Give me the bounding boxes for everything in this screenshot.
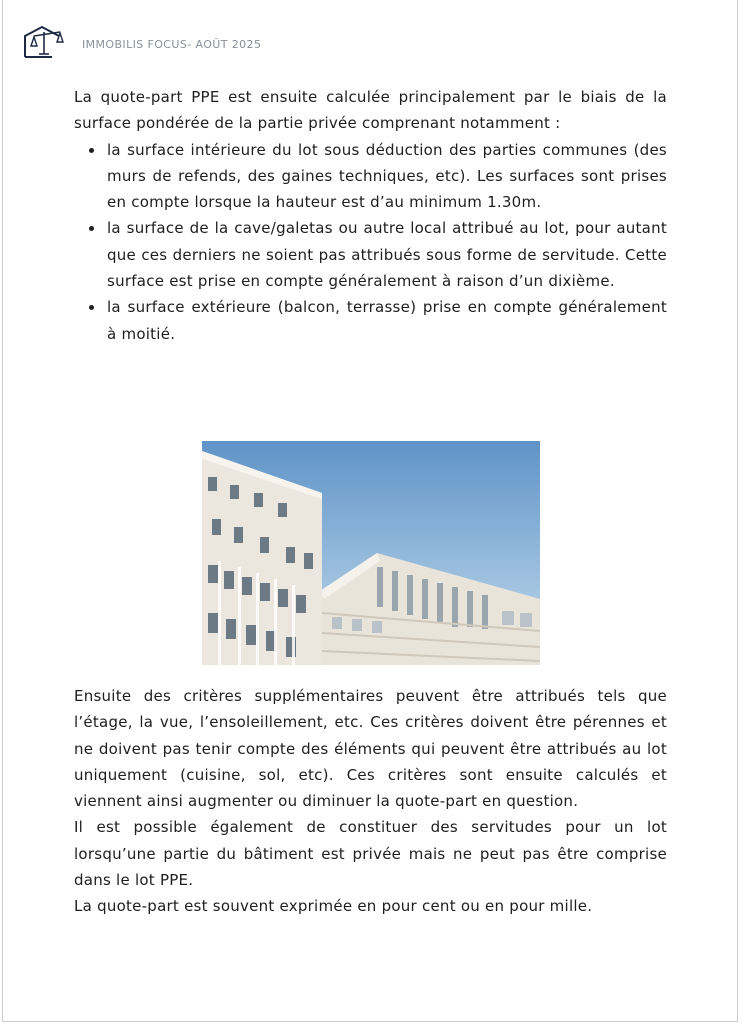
bullet-list — [74, 137, 667, 347]
bullet-item: la surface de la cave/galetas ou autre local attribué au lot, pour autant que ces derniers ne soient pas attribués sous forme de servitude. Cette surface est prise en compte généralement à raison d’un dixième. — [107, 215, 667, 294]
page-header — [22, 24, 261, 60]
body-paragraph: La quote-part est souvent exprimée en pour cent ou en pour mille. — [74, 897, 593, 916]
body-paragraph: Ensuite des critères supplémentaires peuvent être attribués tels que l’étage, la vue, l’ensoleillement, etc. Ces critères doivent être pérennes et ne doivent pas tenir compte des éléments qui peuvent être attribués au lot uniquement (cuisine, sol, etc). Ces critères sont ensuite calculés et viennent ainsi augmenter ou diminuer la quote-part en question. — [74, 687, 667, 811]
bullet-item: la surface extérieure (balcon, terrasse) prise en compte généralement à moitié. — [107, 294, 667, 347]
body-paragraph: Il est possible également de constituer des servitudes pour un lot lorsqu’une partie du bâtiment est privée mais ne peut pas être comprise dans le lot PPE. — [74, 818, 667, 890]
intro-paragraph: La quote-part PPE est ensuite calculée principalement par le biais de la surface pondérée de la partie privée comprenant notamment : — [74, 88, 667, 133]
house-scales-logo-icon — [22, 24, 70, 60]
building-photo — [202, 441, 540, 665]
header-title: IMMOBILIS FOCUS- AOÛT 2025 — [82, 37, 262, 51]
intro-section — [74, 84, 667, 347]
bullet-item: la surface intérieure du lot sous déduction des parties communes (des murs de refends, des gaines techniques, etc). Les surfaces sont prises en compte lorsque la hauteur est d’au minimum 1.30m. — [107, 137, 667, 216]
body-section — [74, 683, 667, 920]
